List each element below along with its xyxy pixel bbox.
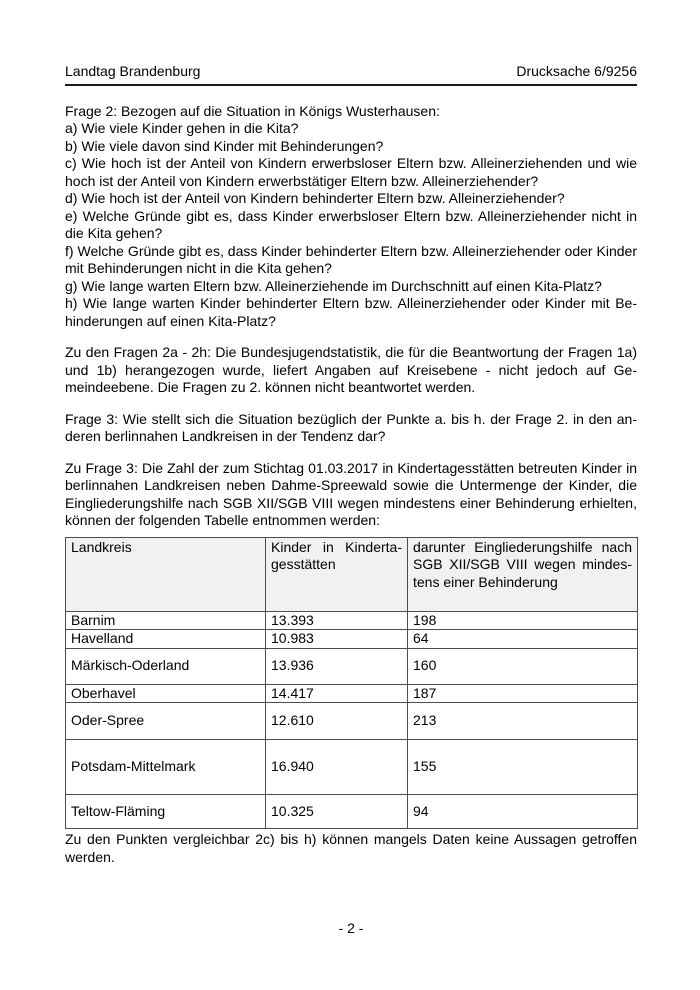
- frage2-item-f: f) Welche Gründe gibt es, dass Kinder behinderter Eltern bzw. Alleinerziehender oder Kinder mit Behinderungen nicht in die Kita gehen?: [65, 242, 637, 276]
- cell-landkreis: Oberhavel: [66, 684, 266, 703]
- frage2-item-d: d) Wie hoch ist der Anteil von Kindern behinderter Eltern bzw. Alleinerziehender?: [65, 190, 565, 206]
- table-row-barnim: [66, 611, 638, 630]
- frage2-item-b: b) Wie viele davon sind Kinder mit Behinderungen?: [65, 137, 384, 154]
- cell-kinder: 12.610: [266, 703, 408, 740]
- cell-kinder: 14.417: [266, 684, 408, 703]
- table-row-teltow-flaeming: [66, 795, 638, 829]
- page-footer: [65, 920, 637, 938]
- cell-landkreis: Märkisch-Oderland: [66, 648, 266, 684]
- document-body: [65, 103, 637, 867]
- cell-kinder: 10.325: [266, 795, 408, 829]
- table-row-havelland: [66, 630, 638, 649]
- table-row-potsdam-mittelmark: [66, 740, 638, 795]
- answer-frage3: Zu Frage 3: Die Zahl der zum Stichtag 01.03.2017 in Kindertagesstätten betreuten Kinder in berlinnahen Landkreisen neben Dahme-Spreewald sowie die Untermenge der Kinder, die Eingliederungshilfe nach SGB XII/SGB VIII wegen mindestens einer Behinderung erhielten, können der folgenden Tabelle entnommen werden:: [65, 459, 637, 528]
- cell-kinder: 13.936: [266, 648, 408, 684]
- col-header-landkreis: Landkreis: [66, 537, 266, 611]
- frage2-item-h: h) Wie lange warten Kinder behinderter Eltern bzw. Alleinerziehender oder Kinder mit Behinderungen auf einen Kita-Platz?: [65, 295, 637, 329]
- cell-kinder: 16.940: [266, 740, 408, 795]
- cell-eingliederungshilfe: 64: [408, 630, 638, 649]
- table-row-oberhavel: [66, 684, 638, 703]
- cell-landkreis: Potsdam-Mittelmark: [66, 740, 266, 795]
- cell-eingliederungshilfe: 155: [408, 740, 638, 795]
- table-row-oder-spree: [66, 703, 638, 740]
- frage2-item-g: g) Wie lange warten Eltern bzw. Alleinerziehende im Durchschnitt auf einen Kita-Platz?: [65, 277, 602, 294]
- cell-eingliederungshilfe: 160: [408, 648, 638, 684]
- cell-kinder: 13.393: [266, 611, 408, 630]
- frage2-item-a: a) Wie viele Kinder gehen in die Kita?: [65, 120, 299, 136]
- table-row-maerkisch-oderland: [66, 648, 638, 684]
- table-header-row: [66, 537, 638, 611]
- cell-eingliederungshilfe: 198: [408, 611, 638, 630]
- col-header-kinder-in-kitas: Kinder in Kindertagesstätten: [266, 537, 408, 611]
- cell-landkreis: Barnim: [66, 611, 266, 630]
- header-document-number: Drucksache 6/9256: [516, 63, 637, 79]
- cell-landkreis: Oder-Spree: [66, 703, 266, 740]
- cell-kinder: 10.983: [266, 630, 408, 649]
- answer-fragen-2a-2h: Zu den Fragen 2a - 2h: Die Bundesjugendstatistik, die für die Beantwortung der Fragen 1a) und 1b) herangezogen wurde, liefert Angaben auf Kreisebene - nicht jedoch auf Gemeindeebene. Die Fragen zu 2. können nicht beantwortet werden.: [65, 344, 637, 395]
- frage2-intro: Frage 2: Bezogen auf die Situation in Königs Wusterhausen:: [65, 102, 440, 119]
- frage3-text: Frage 3: Wie stellt sich die Situation bezüglich der Punkte a. bis h. der Frage 2. in den anderen berlinnahen Landkreisen in der Tendenz dar?: [65, 410, 637, 444]
- cell-eingliederungshilfe: 94: [408, 795, 638, 829]
- cell-landkreis: Teltow-Fläming: [66, 795, 266, 829]
- landkreis-kita-table: [65, 537, 638, 830]
- frage2-item-e: e) Welche Gründe gibt es, dass Kinder erwerbsloser Eltern bzw. Alleinerziehender nicht in die Kita gehen?: [65, 207, 637, 241]
- page-header: [65, 63, 637, 86]
- header-institution: Landtag Brandenburg: [65, 63, 201, 79]
- table-note: Zu den Punkten vergleichbar 2c) bis h) können mangels Daten keine Aussagen getroffen werden.: [65, 831, 637, 865]
- col-header-eingliederungshilfe: darunter Eingliederungshilfe nach SGB XII/SGB VIII wegen mindestens einer Behinderung: [408, 537, 638, 611]
- page-number: - 2 -: [338, 919, 364, 936]
- cell-eingliederungshilfe: 213: [408, 703, 638, 740]
- cell-eingliederungshilfe: 187: [408, 684, 638, 703]
- frage2-item-c: c) Wie hoch ist der Anteil von Kindern erwerbsloser Eltern bzw. Alleinerziehenden und wie hoch ist der Anteil von Kindern erwerbstätiger Eltern bzw. Alleinerziehender?: [65, 155, 637, 189]
- cell-landkreis: Havelland: [66, 630, 266, 649]
